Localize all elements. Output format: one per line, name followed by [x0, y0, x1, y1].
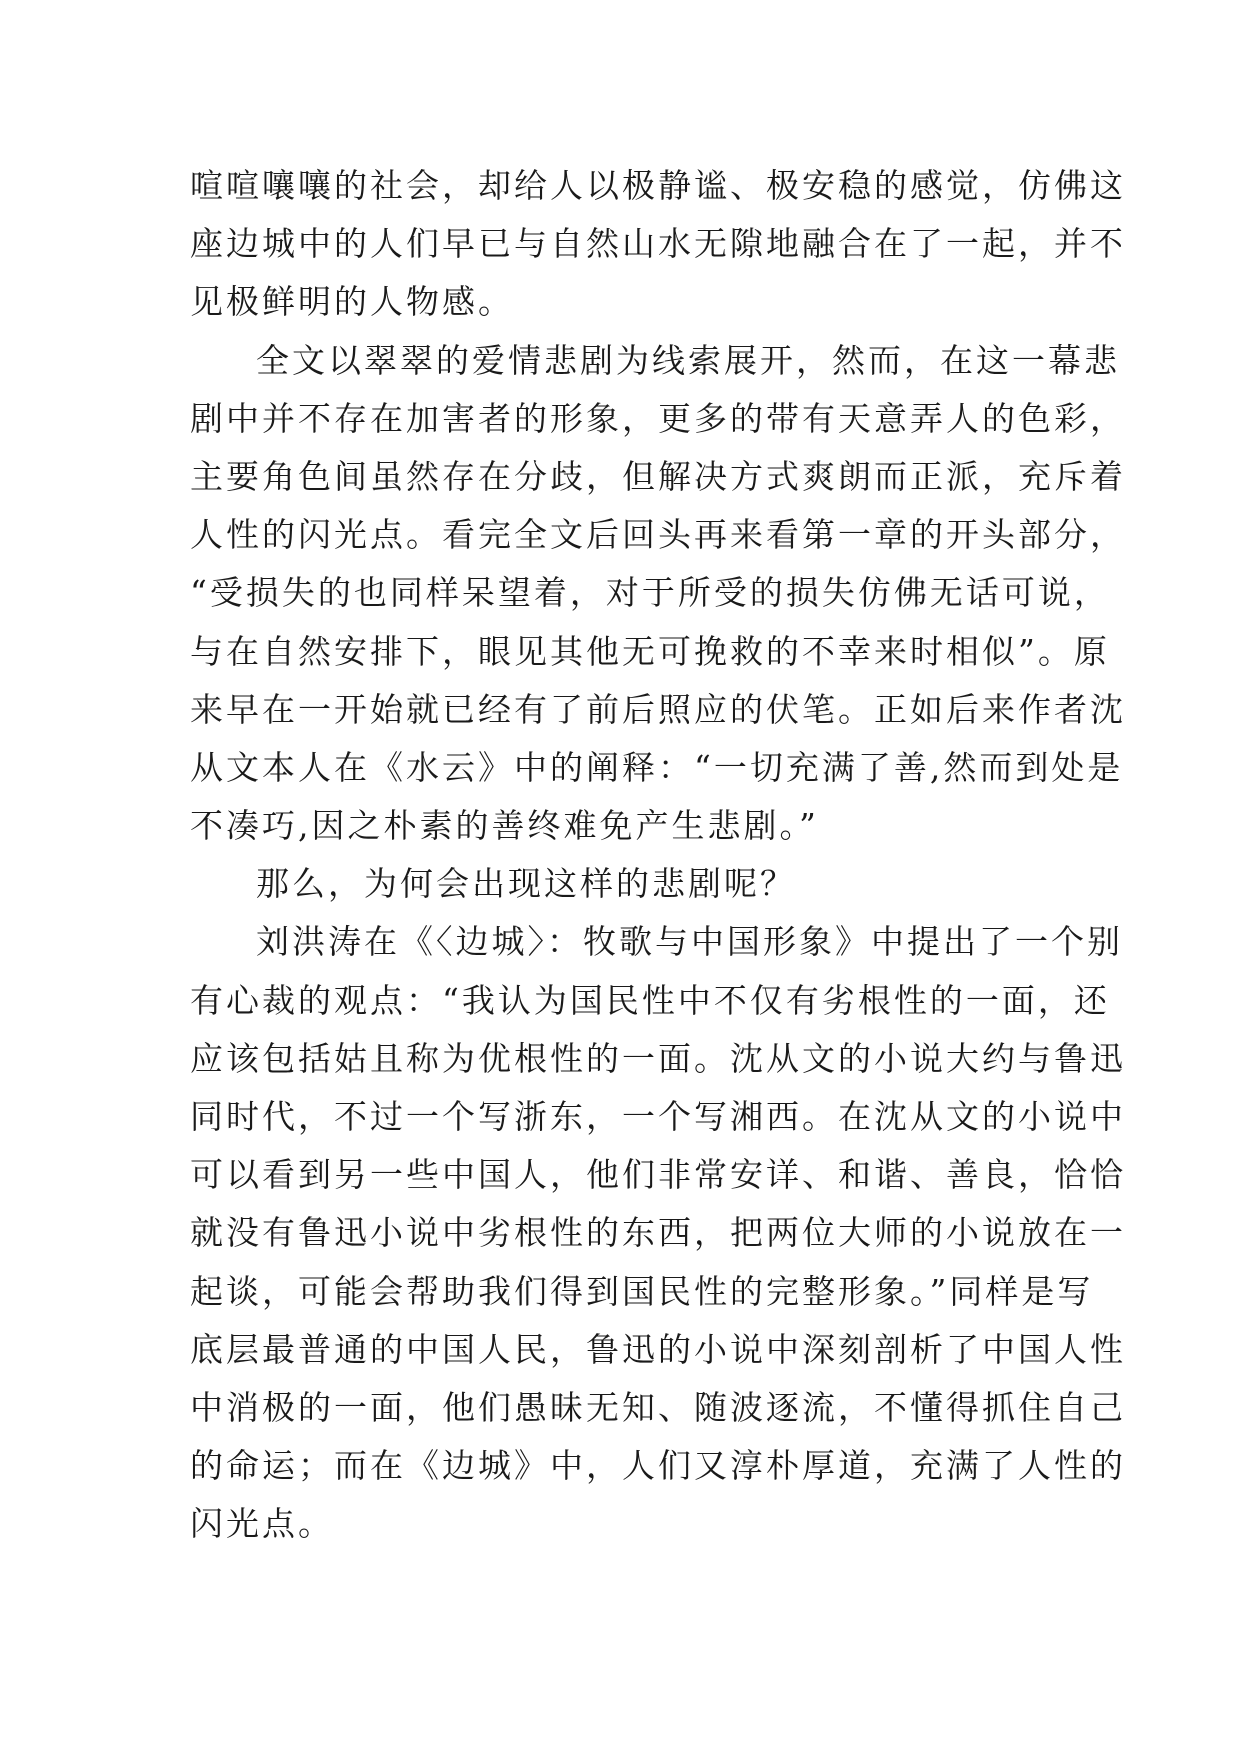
text-line: 座边城中的人们早已与自然山水无隙地融合在了一起，并不 — [190, 224, 1126, 264]
text-line: 应该包括姑且称为优根性的一面。沈从文的小说大约与鲁迅 — [190, 1038, 1126, 1078]
text-line: 人性的闪光点。看完全文后回头再来看第一章的开头部分， — [190, 515, 1126, 555]
text-line: 可以看到另一些中国人，他们非常安详、和谐、善良，恰恰 — [190, 1155, 1126, 1195]
text-line: 同时代，不过一个写浙东，一个写湘西。在沈从文的小说中 — [190, 1097, 1126, 1136]
text-line: 从文本人在《水云》中的阐释：“一切充满了善,然而到处是 — [190, 747, 1124, 787]
paragraph-first-line: 刘洪涛在《〈边城〉：牧歌与中国形象》中提出了一个别 — [256, 922, 1123, 962]
text-line: 喧喧嚷嚷的社会，却给人以极静谧、极安稳的感觉，仿佛这 — [190, 166, 1126, 205]
text-line: 来早在一开始就已经有了前后照应的伏笔。正如后来作者沈 — [190, 689, 1126, 729]
text-line: 闪光点。 — [190, 1504, 334, 1544]
text-line: 剧中并不存在加害者的形象，更多的带有天意弄人的色彩， — [190, 398, 1126, 438]
text-line: “受损失的也同样呆望着，对于所受的损失仿佛无话可说， — [190, 573, 1110, 613]
text-line: 就没有鲁迅小说中劣根性的东西，把两位大师的小说放在一 — [190, 1213, 1126, 1253]
text-line: 主要角色间虽然存在分歧，但解决方式爽朗而正派，充斥着 — [190, 456, 1126, 496]
paragraph-first-line: 那么，为何会出现这样的悲剧呢？ — [256, 864, 796, 904]
text-line: 底层最普通的中国人民，鲁迅的小说中深刻剖析了中国人性 — [190, 1329, 1126, 1369]
body-text — [190, 157, 1126, 1554]
text-line: 有心裁的观点：“我认为国民性中不仅有劣根性的一面，还 — [190, 980, 1110, 1020]
text-line: 见极鲜明的人物感。 — [190, 282, 514, 322]
text-line: 与在自然安排下，眼见其他无可挽救的不幸来时相似”。原 — [190, 631, 1110, 671]
text-line: 不凑巧,因之朴素的善终难免产生悲剧。” — [190, 806, 819, 846]
text-line: 的命运；而在《边城》中，人们又淳朴厚道，充满了人性的 — [190, 1446, 1126, 1486]
paragraph-first-line: 全文以翠翠的爱情悲剧为线索展开，然而，在这一幕悲 — [256, 340, 1120, 380]
text-line: 起谈，可能会帮助我们得到国民性的完整形象。”同样是写 — [190, 1271, 1094, 1311]
text-line: 中消极的一面，他们愚昧无知、随波逐流，不懂得抓住自己 — [190, 1387, 1126, 1427]
